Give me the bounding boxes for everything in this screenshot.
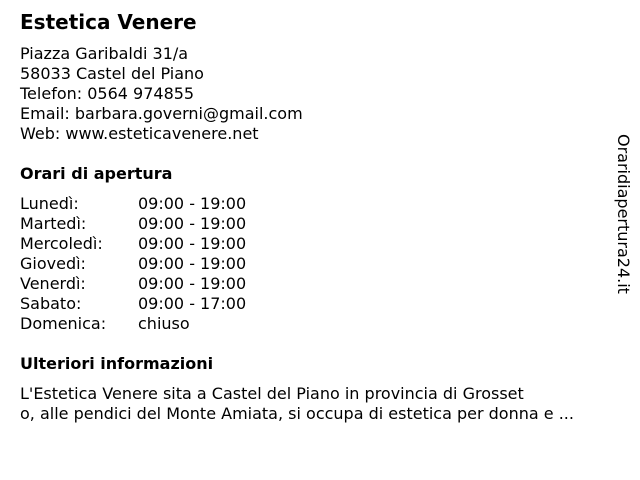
phone-number: Telefon: 0564 974855 bbox=[20, 84, 195, 103]
day-label: Lunedì: bbox=[20, 194, 79, 213]
watermark-text: Oraridiapertura24.it bbox=[614, 134, 633, 294]
email-address: Email: barbara.governi@gmail.com bbox=[20, 104, 303, 123]
additional-info-text bbox=[20, 384, 574, 424]
address-block bbox=[20, 44, 303, 144]
info-line: L'Estetica Venere sita a Castel del Piano in provincia di Grosset bbox=[20, 384, 524, 403]
hours-row-wednesday bbox=[20, 234, 280, 254]
business-name: Estetica Venere bbox=[20, 10, 197, 34]
hours-row-tuesday bbox=[20, 214, 280, 234]
time-value: 09:00 - 19:00 bbox=[138, 274, 247, 293]
day-label: Domenica: bbox=[20, 314, 107, 333]
time-value: 09:00 - 17:00 bbox=[138, 294, 247, 313]
time-value: 09:00 - 19:00 bbox=[138, 214, 247, 233]
day-label: Mercoledì: bbox=[20, 234, 103, 253]
hours-row-monday bbox=[20, 194, 280, 214]
website: Web: www.esteticavenere.net bbox=[20, 124, 259, 143]
day-label: Giovedì: bbox=[20, 254, 86, 273]
site-watermark bbox=[612, 134, 634, 310]
opening-hours-heading: Orari di apertura bbox=[20, 164, 173, 183]
city-address: 58033 Castel del Piano bbox=[20, 64, 204, 83]
hours-row-saturday bbox=[20, 294, 280, 314]
day-label: Venerdì: bbox=[20, 274, 86, 293]
time-value: chiuso bbox=[138, 314, 190, 333]
time-value: 09:00 - 19:00 bbox=[138, 194, 247, 213]
additional-info-heading: Ulteriori informazioni bbox=[20, 354, 214, 373]
time-value: 09:00 - 19:00 bbox=[138, 254, 247, 273]
hours-row-friday bbox=[20, 274, 280, 294]
time-value: 09:00 - 19:00 bbox=[138, 234, 247, 253]
day-label: Sabato: bbox=[20, 294, 82, 313]
info-line: o, alle pendici del Monte Amiata, si occupa di estetica per donna e ... bbox=[20, 404, 574, 423]
hours-row-thursday bbox=[20, 254, 280, 274]
day-label: Martedì: bbox=[20, 214, 87, 233]
street-address: Piazza Garibaldi 31/a bbox=[20, 44, 189, 63]
hours-row-sunday bbox=[20, 314, 280, 334]
opening-hours-table bbox=[20, 194, 280, 334]
